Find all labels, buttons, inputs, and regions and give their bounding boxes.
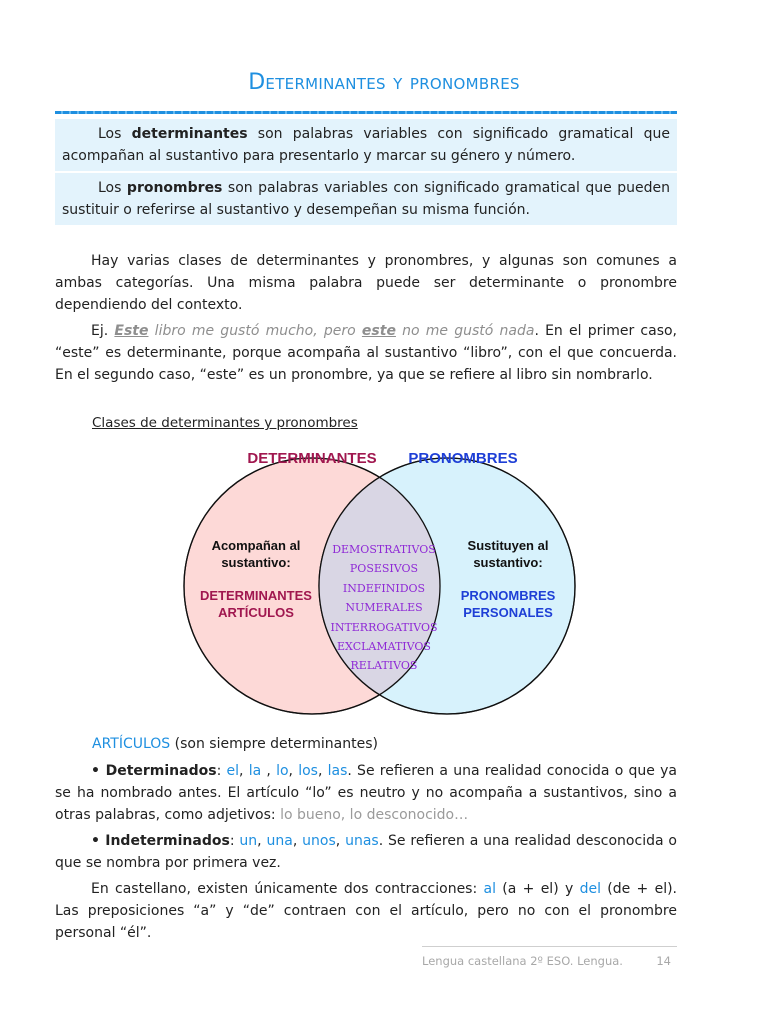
punctuation: : <box>216 763 227 779</box>
punctuation: , <box>261 763 277 779</box>
article-una: una <box>266 833 293 849</box>
article-lo: lo <box>276 763 289 779</box>
definition-determinantes <box>55 119 677 171</box>
punctuation: , <box>288 763 299 779</box>
page-number: 14 <box>656 954 671 968</box>
articulos-title: ARTÍCULOS <box>92 736 171 752</box>
punctuation: , <box>257 833 267 849</box>
definition-pronombres <box>55 173 677 225</box>
determinados-label: • Determinados <box>91 763 217 779</box>
punctuation: , <box>239 763 249 779</box>
article-unas: unas <box>345 833 379 849</box>
example-lead: Ej. <box>91 323 115 339</box>
term-determinantes: determinantes <box>131 126 248 142</box>
indeterminados-text: . Se refieren a una realidad desconocida o que se nombra por primera vez. <box>55 833 677 871</box>
venn-left-desc-line1: Acompañan al <box>211 538 301 553</box>
article-las: las <box>327 763 348 779</box>
section-title: Clases de determinantes y pronombres <box>92 415 358 431</box>
punctuation: : <box>229 833 240 849</box>
article-unos: unos <box>302 833 336 849</box>
example-sentence: libro me gustó mucho, pero <box>148 323 362 339</box>
venn-left-desc-line2: sustantivo: <box>221 555 291 570</box>
example-paragraph <box>55 320 677 386</box>
articulos-note: (son siempre determinantes) <box>170 736 378 752</box>
articulos-determinados <box>55 760 677 826</box>
venn-right-desc-line2: sustantivo: <box>473 555 543 570</box>
contraction-al: al <box>483 881 496 897</box>
punctuation: , <box>317 763 328 779</box>
example-word-determinante: Este <box>114 323 149 339</box>
venn-shared-numerales: NUMERALES <box>345 601 423 614</box>
term-pronombres: pronombres <box>126 180 223 196</box>
intro-paragraph: Hay varias clases de determinantes y pronombres, y algunas son comunes a ambas categorías. Una misma palabra puede ser determinante o pronombre dependiendo del contexto. <box>55 253 677 313</box>
venn-right-desc-line1: Sustituyen al <box>467 538 549 553</box>
venn-shared-posesivos: POSESIVOS <box>349 562 419 575</box>
title-divider <box>55 111 677 114</box>
contracciones-text: (a + el) y <box>495 881 580 897</box>
determinados-examples: lo bueno, lo desconocido… <box>280 807 469 823</box>
definition-text: son palabras variables con significado gramatical que acompañan al sustantivo para presentarlo y marcar su género y número. <box>62 126 670 164</box>
venn-shared-demostrativos: DEMOSTRATIVOS <box>332 543 436 556</box>
venn-shared-interrogativos: INTERROGATIVOS <box>330 621 438 634</box>
venn-left-header: DETERMINANTES <box>247 450 377 467</box>
example-sentence: no me gustó nada <box>395 323 535 339</box>
page-title: Determinantes y pronombres <box>248 70 520 95</box>
venn-right-item-personales: PERSONALES <box>463 605 553 620</box>
example-explanation: . En el primer caso, “este” es determinante, porque acompaña al sustantivo “libro”, con el que concuerda. En el segundo caso, “este” es un pronombre, ya que se refiere al libro sin nombrarlo. <box>55 323 678 383</box>
article-un: un <box>239 833 258 849</box>
definition-text: Los <box>98 180 127 196</box>
indeterminados-label: • Indeterminados <box>91 833 230 849</box>
definition-text: son palabras variables con significado gramatical que pueden sustituir o referirse al sustantivo y desempeñan su misma función. <box>62 180 670 218</box>
contracciones-text: (de + el). Las preposiciones “a” y “de” contraen con el artículo, pero no con el pronombre personal “él”. <box>55 881 677 941</box>
venn-shared-indefinidos: INDEFINIDOS <box>342 582 426 595</box>
determinados-text: . Se refieren a una realidad conocida o que ya se ha nombrado antes. El artículo “lo” es neutro y no acompaña a sustantivos, sino a otras palabras, como adjetivos: <box>55 763 677 823</box>
footer <box>422 954 677 968</box>
venn-right-header: PRONOMBRES <box>408 450 518 467</box>
footer-divider <box>422 946 677 947</box>
venn-right-item-pronombres: PRONOMBRES <box>460 588 556 603</box>
example-word-pronombre: este <box>361 323 396 339</box>
definition-text: Los <box>98 126 132 142</box>
articulos-heading <box>55 733 677 755</box>
contracciones-paragraph <box>55 878 677 944</box>
venn-diagram <box>0 440 768 730</box>
article-los: los <box>298 763 318 779</box>
punctuation: , <box>335 833 346 849</box>
venn-left-item-determinantes: DETERMINANTES <box>200 588 312 603</box>
contracciones-text: En castellano, existen únicamente dos contracciones: <box>91 881 484 897</box>
contraction-del: del <box>579 881 601 897</box>
venn-shared-relativos: RELATIVOS <box>350 659 418 672</box>
article-el: el <box>226 763 240 779</box>
footer-text: Lengua castellana 2º ESO. Lengua. <box>422 954 623 968</box>
venn-left-item-articulos: ARTÍCULOS <box>218 605 294 620</box>
article-la: la <box>248 763 262 779</box>
punctuation: , <box>292 833 303 849</box>
articulos-indeterminados <box>55 830 677 874</box>
venn-shared-exclamativos: EXCLAMATIVOS <box>337 640 431 653</box>
